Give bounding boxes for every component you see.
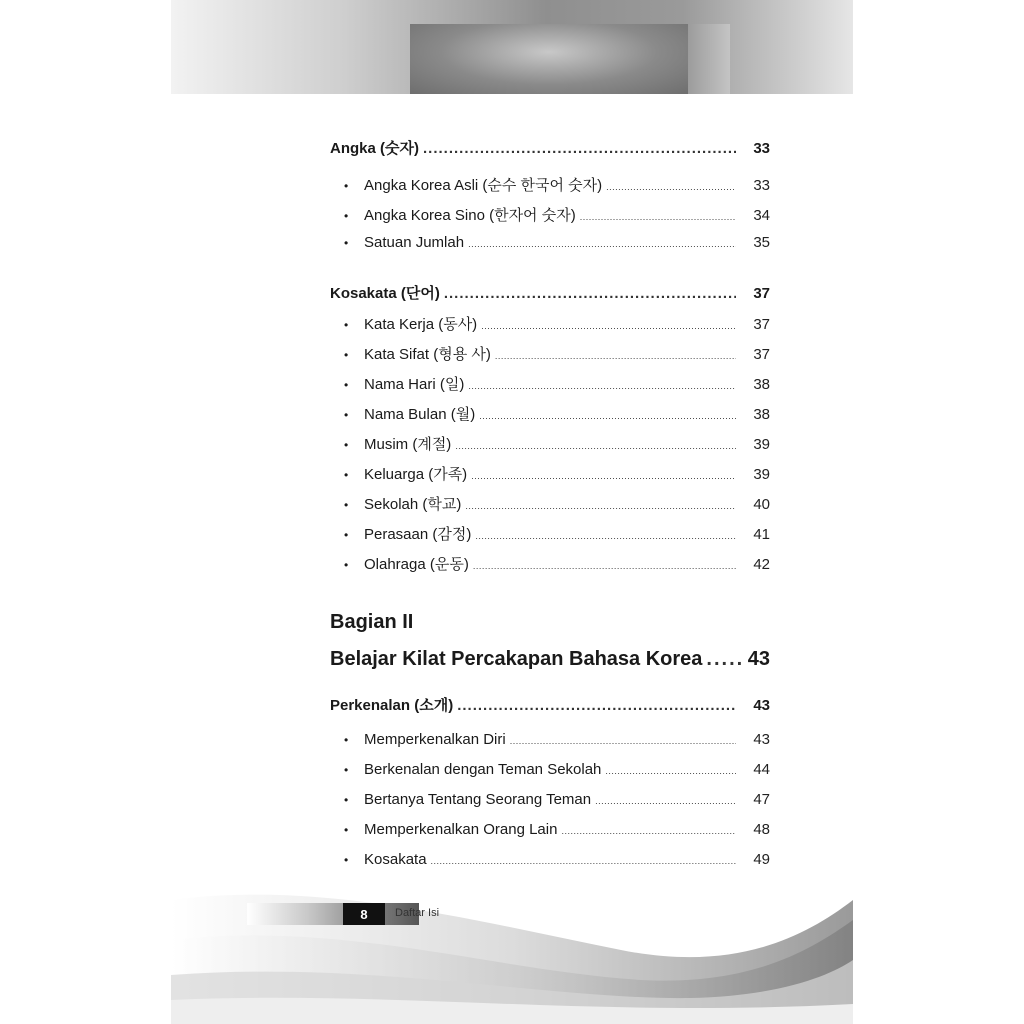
bullet: •: [344, 408, 349, 422]
toc-page-number: 39: [753, 466, 770, 483]
header-decoration-box: [410, 24, 688, 94]
toc-page-number: 40: [753, 496, 770, 513]
header-decoration-strip: [688, 24, 730, 94]
dot-leader: [510, 736, 736, 746]
dot-leader: [457, 697, 736, 714]
bullet: •: [344, 733, 349, 747]
toc-item[interactable]: [330, 174, 770, 195]
toc-item-label: Kosakata: [364, 851, 427, 868]
bullet: •: [344, 793, 349, 807]
toc-item[interactable]: [330, 433, 770, 454]
dot-leader: [468, 239, 736, 249]
bullet: •: [344, 236, 349, 250]
dot-leader: [465, 501, 736, 511]
toc-item-label: Berkenalan dengan Teman Sekolah: [364, 761, 602, 778]
bullet: •: [344, 528, 349, 542]
toc-page-number: 48: [753, 821, 770, 838]
dot-leader: [455, 441, 736, 451]
toc-item-label: Kata Sifat (형용 사): [364, 346, 491, 363]
toc-section-perkenalan[interactable]: [330, 694, 770, 715]
bullet: •: [344, 378, 349, 392]
bullet: •: [344, 498, 349, 512]
toc-item[interactable]: [330, 373, 770, 394]
toc-page-number: 33: [753, 177, 770, 194]
toc-section-label: Kosakata (단어): [330, 285, 440, 302]
footer-gradient-bar: [247, 903, 419, 925]
toc-item[interactable]: [330, 791, 770, 808]
toc-item-label: Kata Kerja (동사): [364, 316, 478, 333]
toc-item-label: Keluarga (가족): [364, 466, 468, 483]
dot-leader: [595, 796, 736, 806]
dot-leader: [481, 321, 736, 331]
toc-page-number: 47: [753, 791, 770, 808]
toc-item-label: Angka Korea Sino (한자어 숫자): [364, 207, 576, 224]
toc-page-number: 34: [753, 207, 770, 224]
dot-leader: [471, 471, 736, 481]
dot-leader: [706, 648, 743, 671]
toc-item[interactable]: [330, 731, 770, 748]
bullet: •: [344, 438, 349, 452]
toc-item[interactable]: [330, 403, 770, 424]
dot-leader: [606, 182, 736, 192]
toc-page-number: 41: [753, 526, 770, 543]
footer-wave-decoration: [171, 880, 853, 1024]
dot-leader: [561, 826, 736, 836]
dot-leader: [423, 140, 736, 157]
bullet: •: [344, 468, 349, 482]
toc-part-label: Belajar Kilat Percakapan Bahasa Korea: [330, 648, 703, 670]
toc-section-label: Perkenalan (소개): [330, 697, 454, 714]
toc-part-belajar[interactable]: [330, 648, 770, 671]
bullet: •: [344, 348, 349, 362]
toc-page-number: 38: [753, 406, 770, 423]
footer-label: Daftar Isi: [395, 907, 440, 919]
toc-item[interactable]: [330, 553, 770, 574]
bullet: •: [344, 853, 349, 867]
toc-page-number: 49: [753, 851, 770, 868]
toc-item-label: Nama Hari (일): [364, 376, 465, 393]
toc-item-label: Angka Korea Asli (순수 한국어 숫자): [364, 177, 603, 194]
book-page: [171, 0, 853, 1024]
toc-item[interactable]: [330, 821, 770, 838]
toc-item-label: Olahraga (운동): [364, 556, 469, 573]
dot-leader: [495, 351, 736, 361]
toc-page-number: 43: [753, 697, 770, 714]
toc-section-kosakata[interactable]: [330, 282, 770, 303]
page-number: 8: [343, 903, 385, 925]
toc-page-number: 37: [753, 346, 770, 363]
toc-item-label: Satuan Jumlah: [364, 234, 465, 251]
toc-item[interactable]: [330, 343, 770, 364]
toc-section-label: Angka (숫자): [330, 140, 419, 157]
toc-page-number: 42: [753, 556, 770, 573]
dot-leader: [473, 561, 736, 571]
dot-leader: [580, 212, 736, 222]
toc-item[interactable]: [330, 493, 770, 514]
dot-leader: [431, 856, 736, 866]
toc-item-label: Nama Bulan (월): [364, 406, 476, 423]
toc-item-label: Bertanya Tentang Seorang Teman: [364, 791, 592, 808]
toc-page-number: 43: [747, 648, 770, 670]
dot-leader: [444, 285, 736, 302]
toc-item[interactable]: [330, 851, 770, 868]
dot-leader: [605, 766, 736, 776]
bullet: •: [344, 763, 349, 777]
toc-item[interactable]: [330, 204, 770, 225]
bullet: •: [344, 179, 349, 193]
dot-leader: [475, 531, 736, 541]
toc-item[interactable]: [330, 463, 770, 484]
toc-section-angka[interactable]: [330, 137, 770, 158]
toc-page-number: 35: [753, 234, 770, 251]
toc-item[interactable]: [330, 523, 770, 544]
toc-page-number: 37: [753, 285, 770, 302]
toc-page-number: 33: [753, 140, 770, 157]
part-title: Bagian II: [330, 611, 414, 633]
toc-page-number: 38: [753, 376, 770, 393]
bullet: •: [344, 318, 349, 332]
toc-page-number: 43: [753, 731, 770, 748]
bullet: •: [344, 209, 349, 223]
toc-page-number: 44: [753, 761, 770, 778]
toc-page-number: 37: [753, 316, 770, 333]
toc-item-label: Musim (계절): [364, 436, 452, 453]
bullet: •: [344, 558, 349, 572]
toc-item-label: Perasaan (감정): [364, 526, 472, 543]
toc-item[interactable]: [330, 234, 770, 251]
bullet: •: [344, 823, 349, 837]
toc-item-label: Memperkenalkan Diri: [364, 731, 506, 748]
toc-item-label: Sekolah (학교): [364, 496, 462, 513]
toc-item[interactable]: [330, 313, 770, 334]
toc-item-label: Memperkenalkan Orang Lain: [364, 821, 558, 838]
toc-page-number: 39: [753, 436, 770, 453]
toc-item[interactable]: [330, 761, 770, 778]
dot-leader: [479, 411, 736, 421]
dot-leader: [468, 381, 736, 391]
